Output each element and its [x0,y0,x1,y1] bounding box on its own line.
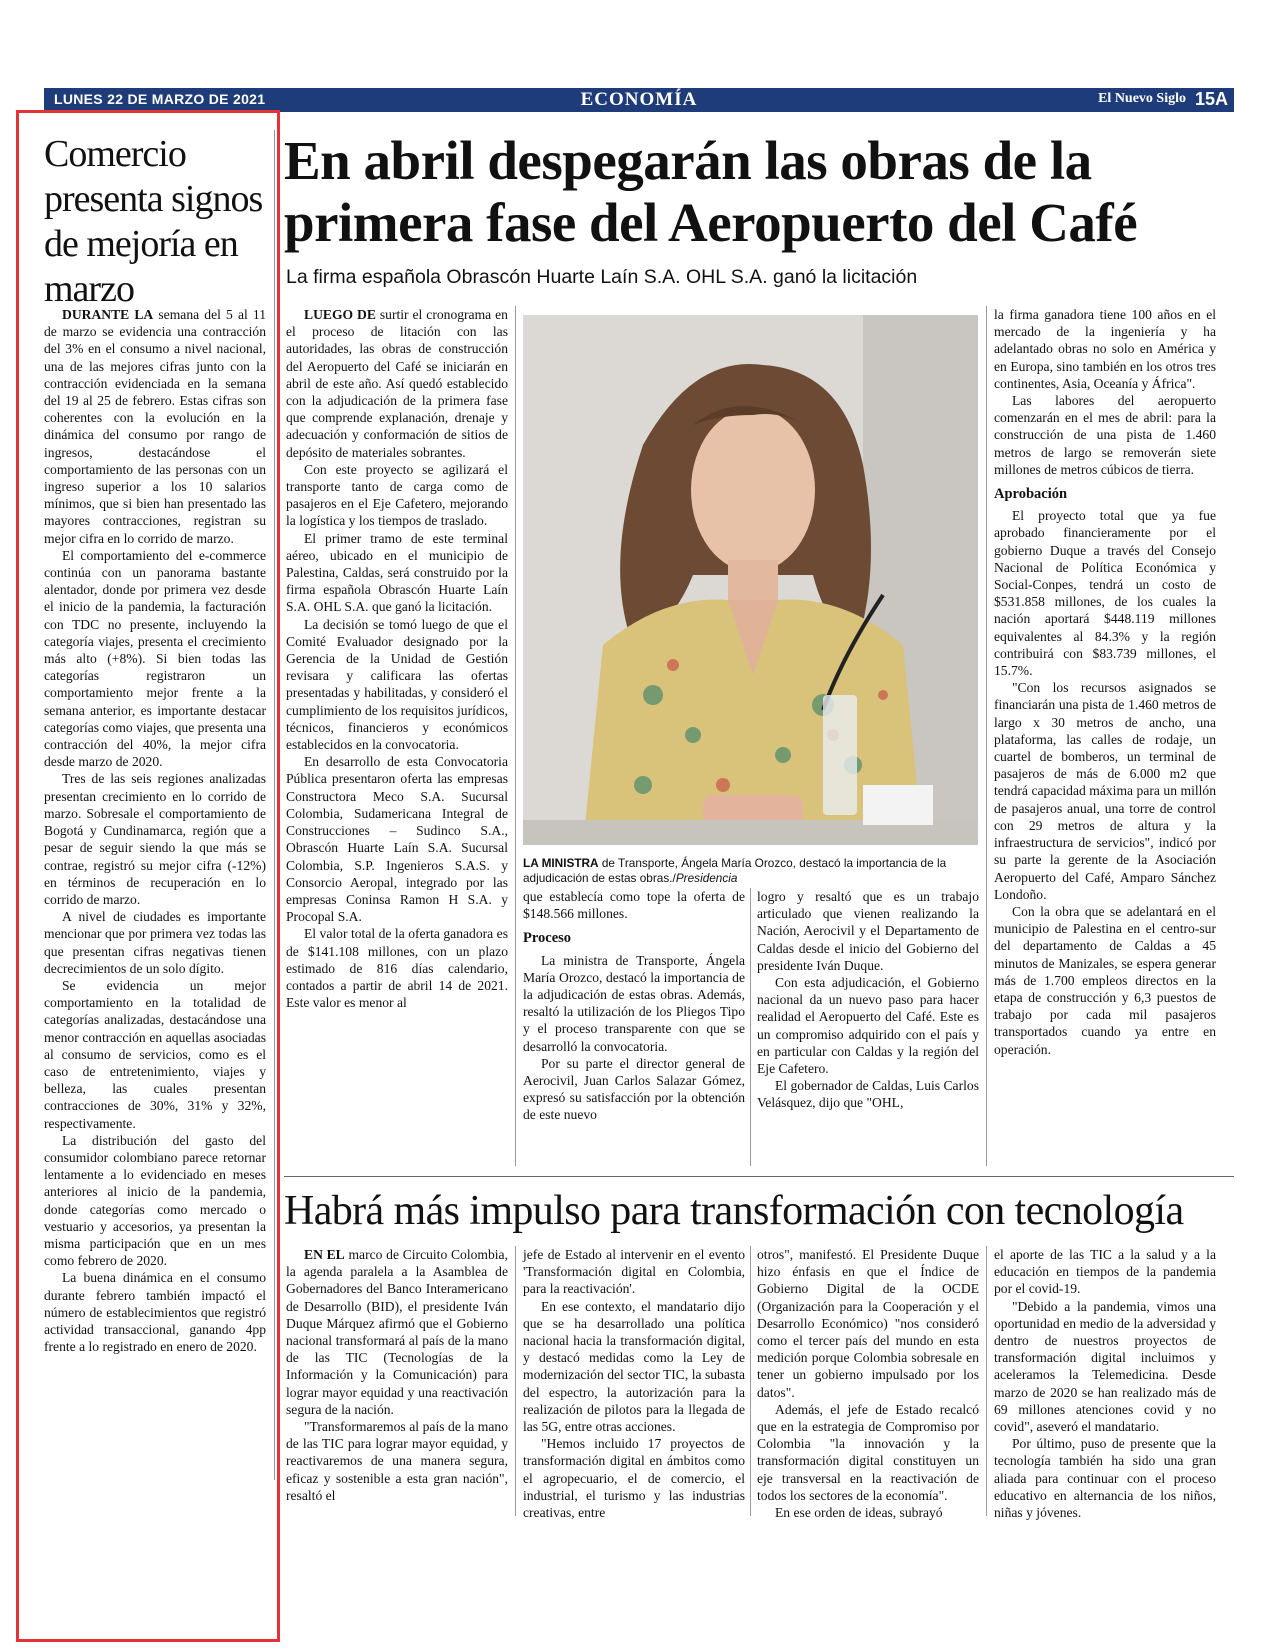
newspaper-name: El Nuevo Siglo [1098,91,1186,106]
sidebar-paragraph: Tres de las seis regiones analizadas presentan crecimiento en lo corrido de marzo. Sobresale el comportamiento de Bogotá y Cundinamarca, región que a pesar de seguir siendo la que más se contrae, registró su mejor cifra (-12%) en términos de recuperación en lo corrido de marzo. [44,771,266,907]
article-paragraph: marco de Circuito Colombia, la agenda paralela a la Asamblea de Gobernadores del Banco Interamericano de Desarrollo (BID), el presidente Iván Duque Márquez afirmó que el Gobierno nacional transformará al país de la mano de las TIC (Tecnologías de la Información y la Comunicación) para lograr mayor equidad y una reactivación segura de la nación. [286,1247,508,1417]
article1-column-1 [286,306,508,1011]
article-paragraph: "Hemos incluido 17 proyectos de transformación digital en ámbitos como el agropecuario, el de comercio, el industrial, el turismo y las industrias creativas, entre [523,1436,745,1521]
article-paragraph: La decisión se tomó luego de que el Comité Evaluador designado por la Gerencia de la Unidad de Gestión revisara y calificara las ofertas presentadas y habilitadas, y consideró el cumplimiento de los requisitos jurídicos, técnicos, financieros y económicos establecidos en la convocatoria. [286,616,508,753]
minister-photo [523,315,978,845]
caption-lead: LA MINISTRA [523,856,599,870]
sidebar-paragraph: semana del 5 al 11 de marzo se evidencia una contracción del 3% en el consumo a nivel nacional, una de las mejores cifras junto con la contracción evidenciada en la semana del 19 al 25 de febrero. Estas cifras son coherentes con la evolución en la dinámica del consumo por rango de ingresos, destacándose el comportamiento de las personas con un ingreso superior a los 10 salarios mínimos, que si bien han presentado las mayores contracciones, registran su mejor cifra en lo corrido de marzo. [44,307,266,546]
article-paragraph: "Transformaremos al país de la mano de las TIC para lograr mayor equidad, y reactivaremos de una manera segura, eficaz y sostenible a esta gran nación", resaltó el [286,1419,508,1503]
column-divider [515,1246,516,1516]
article-paragraph: "Con los recursos asignados se financiarán una pista de 1.460 metros de largo x 30 metros de ancho, una plataforma, las calles de rodaje, un cuartel de bomberos, un terminal de pasajeros de más de 6.000 m2 que tendrá capacidad máxima para un millón de pasajeros anual, una torre de control con 29 metros de altura y la infraestructura de servicios", indicó por su parte la gerente de la Asociación Aeropuerto del Café, Amparo Sánchez Londoño. [994,680,1216,902]
article-paragraph: El proyecto total que ya fue aprobado financieramente por el gobierno Duque a través del Consejo Nacional de Política Económica y Social-Conpes, tendrá un costo de $531.858 millones, de los cuales la nación aportará $448.119 millones equivalentes al 84.3% y la región contribuirá con $83.739 millones, el 15.7%. [994,508,1216,679]
photo-caption [523,856,978,886]
column-divider [515,306,516,1166]
article-paragraph: El valor total de la oferta ganadora es de $141.108 millones, con un plazo estimado de 816 días calendario, contados a partir de abril 14 de 2021. Este valor es menor al [286,926,508,1011]
section-name: ECONOMÍA [580,89,698,110]
article2-lead: EN EL [304,1247,345,1262]
masthead-bar [44,88,1234,112]
sidebar-paragraph: La distribución del gasto del consumidor colombiano parece retornar lentamente a lo evidenciado en meses anteriores al inicio de la pandemia, donde categorías como mercado o vestuario y accesorios, ya presentan la misma participación que en un mes como febrero de 2020. [44,1132,266,1269]
article-paragraph: la firma ganadora tiene 100 años en el mercado de la ingeniería y ha adelantado obras no solo en América y en Europa, sino también en los otros tres continentes, Asia, Oceanía y África". [994,307,1216,391]
issue-date: LUNES 22 DE MARZO DE 2021 [54,91,266,107]
article-paragraph: Con este proyecto se agilizará el transporte tanto de carga como de pasajeros en el Eje Cafetero, mejorando la logística y los tiempos de traslado. [286,461,508,529]
article-paragraph: La ministra de Transporte, Ángela María Orozco, destacó la importancia de la adjudicación de estas obras. Además, resaltó la utilización de los Pliegos Tipo y el proceso transparente con que se desarrolló la convocatoria. [523,952,745,1054]
article1-column-3 [757,888,979,1112]
article-paragraph: el aporte de las TIC a la salud y a la educación en tiempos de la pandemia por el covid-19. [994,1247,1216,1297]
sidebar-paragraph: La buena dinámica en el consumo durante febrero también impactó el número de establecimientos que registró actividad transaccional, ganando 4pp frente a lo registrado en enero de 2020. [44,1270,266,1355]
article-paragraph: Por último, puso de presente que la tecnología también ha sido una gran aliada para continuar con el proceso educativo en alternancia de los niños, niñas y jóvenes. [994,1436,1216,1521]
article-paragraph: En desarrollo de esta Convocatoria Pública presentaron oferta las empresas Constructora Meco S.A. Sucursal Colombia, Sudamericana Integral de Construcciones – Sudinco S.A., Obrascón Huarte Laín S.A. Sucursal Colombia, S.P. Ingenieros S.A.S. y Consorcio Aeropal, integrado por las empresas Coninsa Ramon H S.A. y Procopal S.A. [286,754,508,925]
article-paragraph: En ese contexto, el mandatario dijo que se ha desarrollado una política nacional hacia la transformación digital, y destacó medidas como la Ley de modernización del sector TIC, la subasta del espectro, la autorización para la realización de pilotos para la llegada de las 5G, entre otras acciones. [523,1298,745,1435]
column-divider [986,1246,987,1516]
article-paragraph: otros", manifestó. El Presidente Duque hizo énfasis en que el Índice de Gobierno Digital de la OCDE (Organización para la Cooperación y el Desarrollo Económico) "nos consideró como el tercer país del mundo en esta medición porque Colombia sobresale en tener un gobierno impulsado por los datos". [757,1247,979,1400]
article1-lead: LUEGO DE [304,307,376,322]
article-paragraph: logro y resaltó que es un trabajo articulado que vienen realizando la Nación, Aerocivil y el Departamento de Caldas desde el inicio del Gobierno del presidente Iván Duque. [757,889,979,973]
article-paragraph: "Debido a la pandemia, vimos una oportunidad en medio de la adversidad y dentro de nuestros proyectos de transformación digital incluimos y aceleramos la Telemedicina. Desde marzo de 2020 se han realizado más de 69 millones atenciones covid y no covid", aseveró el mandatario. [994,1298,1216,1435]
portrait-illustration [523,315,978,845]
column-divider [750,888,751,1166]
article2-column-3 [757,1246,979,1521]
article-paragraph: surtir el cronograma en el proceso de litación con las autoridades, las obras de construcción del Aeropuerto del Café se iniciarán en abril de este año. Así quedó establecido con la adjudicación de la primera fase que comprende explanación, drenaje y adecuación y conformación de sitios de depósito de materiales sobrantes. [286,307,508,460]
sidebar-paragraph: A nivel de ciudades es importante mencionar que por primera vez todas las que presentan cifras negativas tienen decrecimientos de un solo dígito. [44,909,266,976]
article-paragraph: Con esta adjudicación, el Gobierno nacional da un nuevo paso para hacer realidad el Aeropuerto del Café. Este es un compromiso adquirido con el país y en particular con Caldas y la región del Eje Cafetero. [757,975,979,1077]
caption-text: de Transporte, Ángela María Orozco, destacó la importancia de la adjudicación de estas obras./ [523,856,947,885]
article-paragraph: En ese orden de ideas, subrayó [775,1505,943,1521]
article-paragraph: Las labores del aeropuerto comenzarán en el mes de abril: para la construcción de una pista de 1.460 metros de largo se removerán siete millones de metros cúbicos de tierra. [994,393,1216,477]
article2-column-1 [286,1246,508,1504]
article1-column-2 [523,888,745,1124]
article-paragraph: jefe de Estado al intervenir en el evento 'Transformación digital en Colombia, para la reactivación'. [523,1247,745,1297]
article-subheading: Aprobación [994,486,1068,503]
column-divider [274,130,275,1480]
caption-credit: Presidencia [675,871,738,885]
article2-column-4 [994,1246,1216,1521]
article-paragraph: Por su parte el director general de Aerocivil, Juan Carlos Salazar Gómez, expresó su satisfacción por la obtención de este nuevo [523,1055,745,1123]
article2-column-2 [523,1246,745,1521]
article-paragraph: Además, el jefe de Estado recalcó que en la estrategia de Compromiso por Colombia "la innovación y la transformación digital constituyen un eje transversal en la reactivación de todos los sectores de la economía". [757,1401,979,1503]
article-subtitle: La firma española Obrascón Huarte Laín S.A. OHL S.A. ganó la licitación [286,266,918,288]
sidebar-paragraph: Se evidencia un mejor comportamiento en la totalidad de categorías analizadas, destacándose una menor contracción en aquellas asociadas al consumo de servicios, como es el caso de entretenimiento, viajes y belleza, las cuales presentan contracciones de 30%, 31% y 32%, respectivamente. [44,977,266,1131]
article-paragraph: que establecía como tope la oferta de $148.566 millones. [523,889,745,922]
sidebar-paragraph: El comportamiento del e-commerce continúa con un panorama bastante alentador, donde por primera vez desde el inicio de la pandemia, la facturación con TDC no presente, incluyendo la categoría viajes, presenta el crecimiento más alto (+8%). Si bien todas las categorías registraron un comportamiento mejor frente a la semana anterior, es importante destacar categorías como viajes, que presenta una contracción del 40%, la mejor cifra desde marzo de 2020. [44,547,266,770]
article1-column-4 [994,306,1216,1058]
article-subheading: Proceso [523,930,572,947]
sidebar-title: Comercio presenta signos de mejoría en marzo [44,133,263,310]
section-rule [284,1176,1234,1177]
article-paragraph: El primer tramo de este terminal aéreo, ubicado en el municipio de Palestina, Caldas, será construido por la firma española Obrascón Huarte Laín S.A. OHL S.A. que ganó la licitación. [286,530,508,615]
article2-headline: Habrá más impulso para transformación con tecnología [284,1188,1184,1234]
article-paragraph: El gobernador de Caldas, Luis Carlos Velásquez, dijo que "OHL, [757,1078,979,1111]
article-headline: En abril despegarán las obras de la primera fase del Aeropuerto del Café [284,130,1138,253]
column-divider [750,1246,751,1516]
column-divider [986,306,987,1166]
article-paragraph: Con la obra que se adelantará en el municipio de Palestina en el centro-sur del departamento de Caldas a 45 minutos de Manizales, se espera generar más de 1.700 empleos directos en la etapa de construcción y 6,3 puestos de trabajo por cada mil pasajeros transportados cuando ya entre en operación. [994,903,1216,1057]
sidebar-body [44,306,266,1355]
page-number: 15A [1194,89,1228,109]
sidebar-lead: DURANTE LA [62,307,154,322]
